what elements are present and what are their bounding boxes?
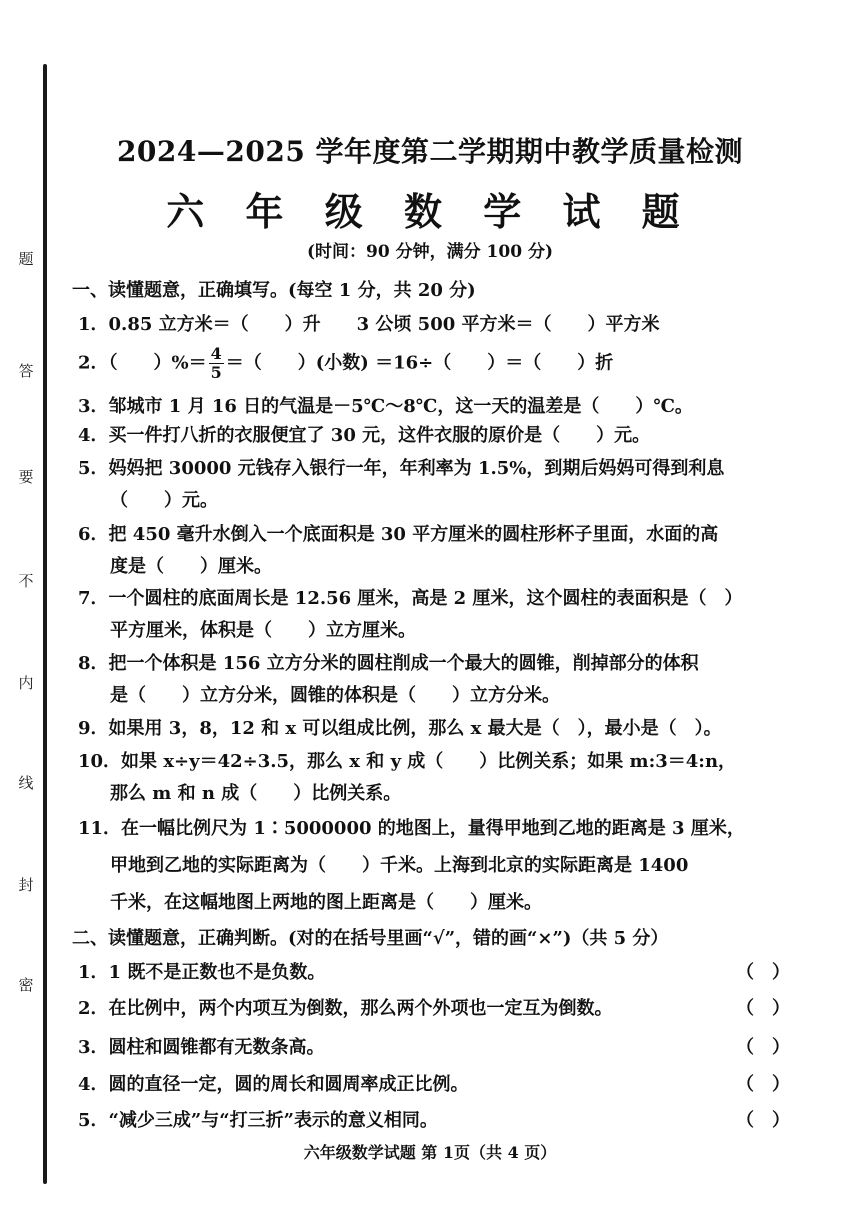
question-11-line-3: 千米，在这幅地图上两地的图上距离是（ ）厘米。 [110,892,542,913]
section-1-heading: 一、读懂题意，正确填写。(每空 1 分，共 20 分) [72,280,476,301]
answer-paren[interactable]: （ ） [736,1110,790,1131]
judge-item-2: 2．在比例中，两个内项互为倒数，那么两个外项也一定互为倒数。 [78,998,613,1019]
judge-item-3: 3．圆柱和圆锥都有无数条高。 [78,1037,325,1058]
fraction [209,346,224,381]
seal-char: 密 [18,976,34,994]
answer-paren[interactable]: （ ） [736,1074,790,1095]
question-5-line-2: （ ）元。 [110,490,218,511]
exam-subtitle: 六 年 级 数 学 试 题 [166,189,694,234]
fraction-denominator: 5 [210,363,222,382]
seal-char: 题 [18,250,34,268]
exam-title: 2024—2025 学年度第二学期期中教学质量检测 [116,135,744,168]
exam-time-info: (时间：90 分钟，满分 100 分) [307,242,553,262]
section-2-heading: 二、读懂题意，正确判断。(对的在括号里画“√”，错的画“×”)（共 5 分） [72,928,669,949]
question-10-line-1: 10．如果 x÷y＝42÷3.5，那么 x 和 y 成（ ）比例关系；如果 m:3＝4:n， [78,751,737,772]
seal-char: 答 [18,362,34,380]
answer-paren[interactable]: （ ） [736,998,790,1019]
question-7-line-2: 平方厘米，体积是（ ）立方厘米。 [110,620,416,641]
question-6-line-2: 度是（ ）厘米。 [110,556,272,577]
judge-item-4: 4．圆的直径一定，圆的周长和圆周率成正比例。 [78,1074,469,1095]
question-8-line-2: 是（ ）立方分米，圆锥的体积是（ ）立方分米。 [110,685,560,706]
seal-char: 要 [18,468,34,486]
question-9: 9．如果用 3，8，12 和 x 可以组成比例，那么 x 最大是（ ），最小是（ ）。 [78,718,722,739]
judge-item-5: 5．“减少三成”与“打三折”表示的意义相同。 [78,1110,438,1131]
question-4: 4．买一件打八折的衣服便宜了 30 元，这件衣服的原价是（ ）元。 [78,425,651,446]
question-11-line-2: 甲地到乙地的实际距离为（ ）千米。上海到北京的实际距离是 1400 [110,855,689,876]
question-2 [78,346,800,381]
question-2-part-a: 2．（ ）%＝ [78,352,207,374]
question-6-line-1: 6．把 450 毫升水倒入一个底面积是 30 平方厘米的圆柱形杯子里面，水面的高 [78,524,719,545]
question-1: 1．0.85 立方米＝（ ）升 3 公顷 500 平方米＝（ ）平方米 [78,314,660,335]
seal-char: 内 [18,674,34,692]
fraction-numerator: 4 [210,344,222,363]
judge-item-1: 1．1 既不是正数也不是负数。 [78,962,326,983]
question-10-line-2: 那么 m 和 n 成（ ）比例关系。 [110,783,402,804]
question-3: 3．邹城市 1 月 16 日的气温是－5℃～8℃，这一天的温差是（ ）℃。 [78,396,693,417]
question-5-line-1: 5．妈妈把 30000 元钱存入银行一年，年利率为 1.5%，到期后妈妈可得到利息 [78,458,725,479]
question-7-line-1: 7．一个圆柱的底面周长是 12.56 厘米，高是 2 厘米，这个圆柱的表面积是（ ） [78,588,743,609]
seal-char: 不 [18,572,34,590]
question-11-line-1: 11．在一幅比例尺为 1∶5000000 的地图上，量得甲地到乙地的距离是 3 厘米， [78,818,745,839]
answer-paren[interactable]: （ ） [736,962,790,983]
page-footer: 六年级数学试题 第 1页（共 4 页） [303,1143,557,1162]
seal-char: 封 [18,876,34,894]
question-2-part-b: ＝（ ）(小数) ＝16÷（ ）＝（ ）折 [225,352,614,374]
answer-paren[interactable]: （ ） [736,1037,790,1058]
question-8-line-1: 8．把一个体积是 156 立方分米的圆柱削成一个最大的圆锥，削掉部分的体积 [78,653,699,674]
seal-char: 线 [18,774,34,792]
